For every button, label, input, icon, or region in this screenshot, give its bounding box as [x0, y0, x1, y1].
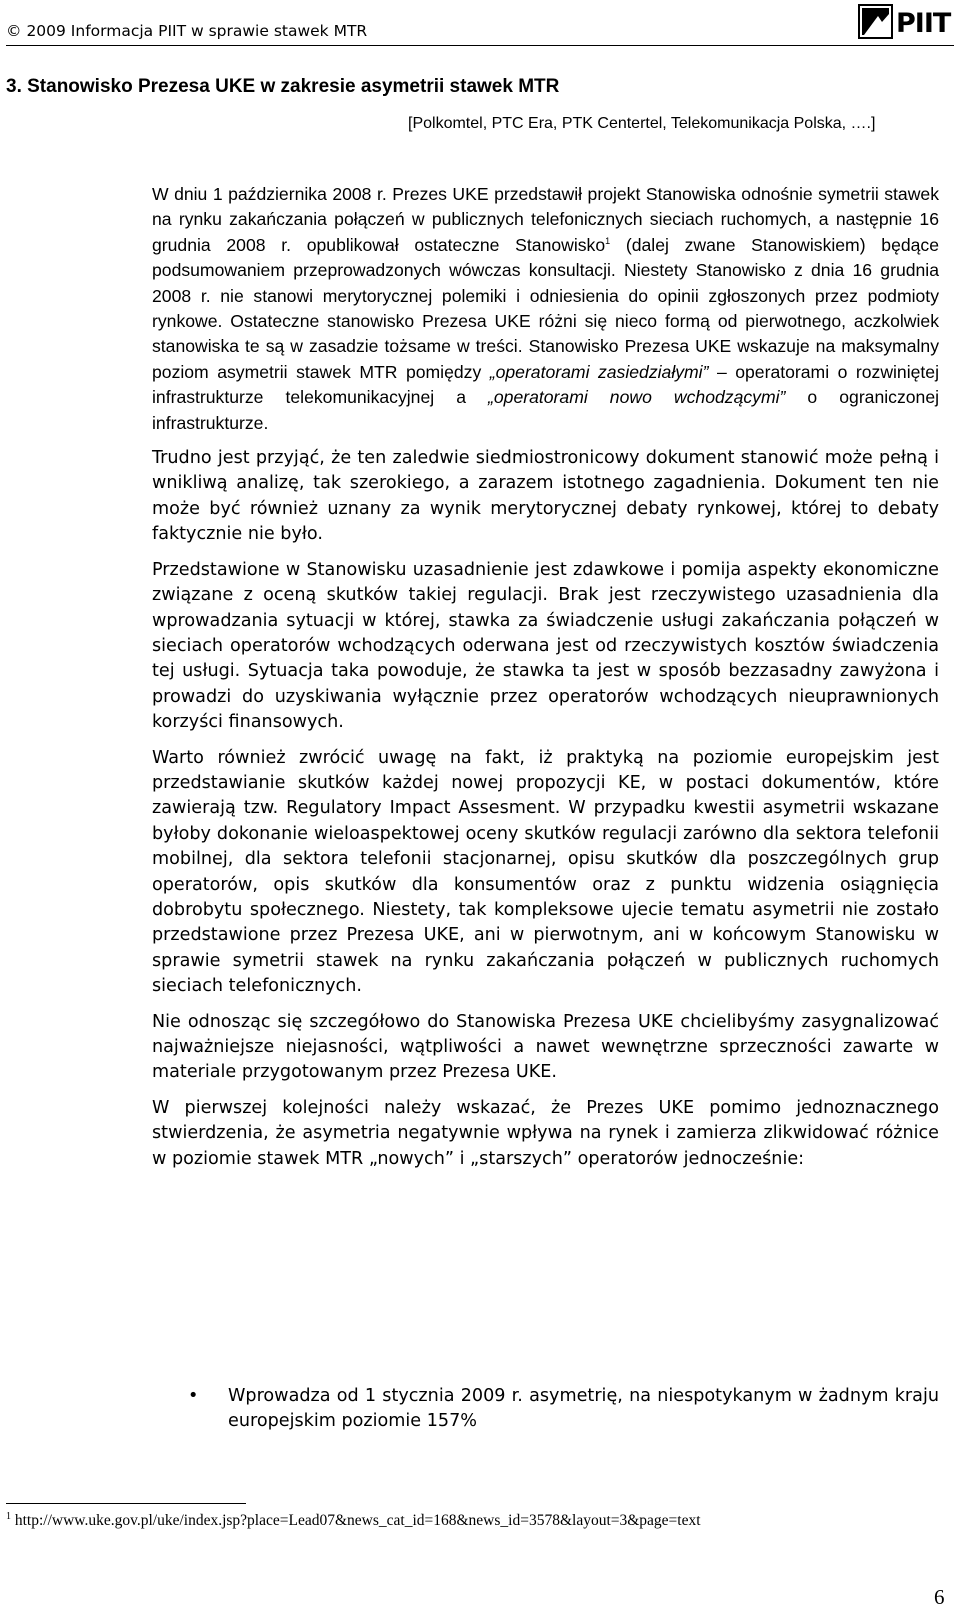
- paragraph-3: Przedstawione w Stanowisku uzasadnienie jest zdawkowe i pomija aspekty ekonomiczne związane z oceną skutków takiej regulacji. Brak jest rzeczywistego uzasadnienia dla wprowadzania sytuacji w której, stawka za świadczenie usługi zakańczania połączeń w sieciach operatorów wchodzących oderwana jest od rzeczywistych kosztów świadczenia tej usługi. Sytuacja taka powoduje, że stawka ta jest w sposób bezzasadny zawyżona i prowadzi do uzyskiwania wyłącznie przez operatorów wchodzących nieuprawnionych korzyści finansowych.: [152, 559, 939, 733]
- footnote-reference[interactable]: 1: [605, 235, 611, 246]
- paragraph-1-italic-new-entrants: „operatorami nowo wchodzącymi”: [488, 387, 786, 408]
- copyright-symbol: ©: [6, 22, 22, 40]
- paragraph-1-part-a: W dniu 1 października 2008 r. Prezes UKE przedstawił projekt Stanowiska odnośnie symetrii stawek na rynku zakańczania połączeń w publicznych telefonicznych sieciach ruchomych, a następnie 16 grudnia 2008 r. opublikował ostateczne Stanowisko: [152, 184, 939, 255]
- piit-logo-mark-icon: [856, 2, 896, 42]
- list-item: [152, 1384, 939, 1435]
- paragraph-1-italic-incumbents: „operatorami zasiedziałymi”: [489, 361, 709, 382]
- paragraph-6: W pierwszej kolejności należy wskazać, że Prezes UKE pomimo jednoznacznego stwierdzenia, że asymetria negatywnie wpływa na rynek i zamierza zlikwidować różnice w poziomie stawek MTR „nowych” i „starszych” operatorów jednocześnie:: [152, 1097, 939, 1169]
- header-title: [6, 22, 367, 40]
- piit-logo: [856, 2, 956, 42]
- section-heading: 3. Stanowisko Prezesa UKE w zakresie asymetrii stawek MTR: [6, 76, 560, 97]
- header-title-text: 2009 Informacja PIIT w sprawie stawek MTR: [26, 22, 368, 40]
- paragraph-1-part-d: o ograniczonej infrastrukturze.: [152, 387, 940, 433]
- page-number: 6: [934, 1585, 945, 1609]
- bullet-marker: •: [188, 1386, 199, 1406]
- footnote-divider: [6, 1503, 246, 1504]
- document-body: [152, 182, 939, 1182]
- operators-list: [Polkomtel, PTC Era, PTK Centertel, Telekomunikacja Polska, ….]: [408, 115, 876, 132]
- header-divider: [6, 45, 954, 46]
- paragraph-1-part-b: (dalej zwane Stanowiskiem) będące podsumowaniem przeprowadzonych wówczas konsultacji. Niestety Stanowisko z dnia 16 grudnia 2008 r. nie stanowi merytorycznej polemiki i odniesienia do opinii zgłoszonych przez podmioty rynkowe. Ostateczne stanowisko Prezesa UKE różni się nieco formą od pierwotnego, aczkolwiek stanowiska te są w zasadzie tożsame w treści. Stanowisko Prezesa UKE wskazuje na maksymalny poziom asymetrii stawek MTR pomiędzy: [152, 234, 940, 382]
- footnote-number: 1: [6, 1510, 11, 1522]
- footnote: [6, 1512, 701, 1530]
- paragraph-4: Warto również zwrócić uwagę na fakt, iż praktyką na poziomie europejskim jest przedstawianie skutków każdej nowej propozycji KE, w postaci dokumentów, które zawierają tzw. Regulatory Impact Assesment. W przypadku kwestii asymetrii wskazane byłoby dokonanie wieloaspektowej oceny skutków regulacji zarówno dla sektora telefonii mobilnej, dla sektora telefonii stacjonarnej, opisu skutków dla poszczególnych grup operatorów, opis skutków dla konsumentów oraz z punktu widzenia osiągnięcia dobrobytu społecznego. Niestety, tak kompleksowe ujecie tematu asymetrii nie zostało przedstawione przez Prezesa UKE, ani w pierwotnym, ani w końcowym Stanowisku w sprawie symetrii stawek na rynku zakańczania połączeń w publicznych ruchomych sieciach telefonicznych.: [152, 747, 939, 997]
- paragraph-1-part-c: – operatorami o rozwiniętej infrastrukturze telekomunikacyjnej a: [152, 361, 939, 408]
- paragraph-5: Nie odnosząc się szczegółowo do Stanowiska Prezesa UKE chcielibyśmy zasygnalizować najważniejsze niejasności, wątpliwości a nawet wewnętrzne sprzeczności zawarte w materiale przygotowanym przez Prezesa UKE.: [152, 1011, 939, 1083]
- piit-logo-text: PIIT: [896, 8, 951, 39]
- paragraph-1: [152, 182, 939, 436]
- paragraph-2: Trudno jest przyjąć, że ten zaledwie siedmiostronicowy dokument stanowić może pełną i wnikliwą analizę, tak szerokiego, a zarazem istotnego zagadnienia. Dokument ten nie może być również uznany za wynik merytorycznej debaty rynkowej, której to debaty faktycznie nie było.: [152, 448, 939, 545]
- footnote-link[interactable]: http://www.uke.gov.pl/uke/index.jsp?place=Lead07&news_cat_id=168&news_id=3578&layout=3&page=text: [11, 1512, 701, 1529]
- bullet-list: [152, 1384, 939, 1435]
- list-item-text: Wprowadza od 1 stycznia 2009 r. asymetrię, na niespotykanym w żadnym kraju europejskim poziomie 157%: [228, 1386, 939, 1432]
